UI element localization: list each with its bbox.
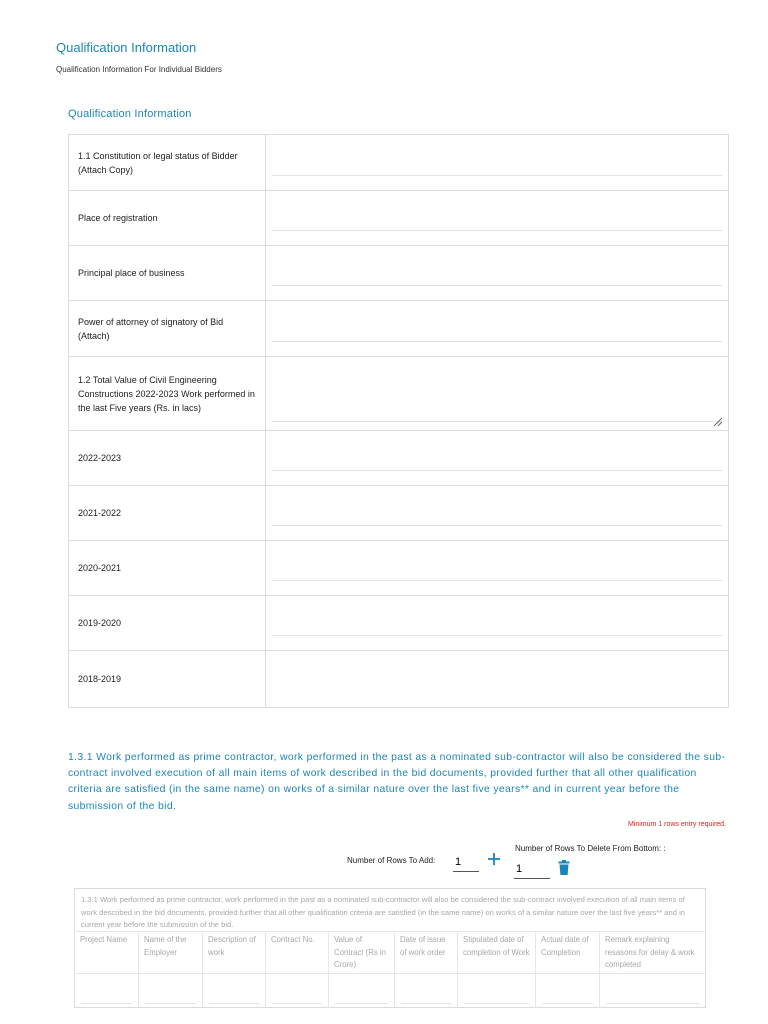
year-2020-2021-field[interactable] <box>266 541 728 595</box>
plus-icon <box>487 852 501 866</box>
remark-input[interactable] <box>600 974 705 1008</box>
resize-handle-icon[interactable] <box>713 417 723 427</box>
delete-rows-button[interactable] <box>558 860 570 876</box>
contract-no-input[interactable] <box>266 974 329 1008</box>
year-2019-2020-field[interactable] <box>266 596 728 650</box>
actual-date-input[interactable] <box>536 974 600 1008</box>
year-2021-2022-field[interactable] <box>266 486 728 540</box>
row-label: Principal place of business <box>69 246 266 300</box>
row-label: 1.1 Constitution or legal status of Bidder (Attach Copy) <box>69 135 266 190</box>
qualification-row <box>69 431 728 486</box>
add-rows-button[interactable] <box>486 850 502 868</box>
row-label: 1.2 Total Value of Civil Engineering Constructions 2022-2023 Work performed in the last Five years (Rs. in lacs) <box>69 357 266 430</box>
column-header: Value of Contract (Rs in Crore) <box>329 932 395 974</box>
table-row <box>75 973 705 1008</box>
qualification-row <box>69 596 728 651</box>
row-label: 2018-2019 <box>69 651 266 707</box>
minimum-rows-warning: Minimum 1 rows entry required. <box>627 821 726 828</box>
column-header: Name of the Employer <box>139 932 203 974</box>
stipulated-date-input[interactable] <box>458 974 536 1008</box>
row-label: Place of registration <box>69 191 266 245</box>
section-title: Qualification Information <box>68 108 192 120</box>
total-value-textarea[interactable] <box>266 357 728 430</box>
year-2018-2019-field[interactable] <box>266 651 728 707</box>
column-header: Date of issue of work order <box>395 932 458 974</box>
principal-place-field[interactable] <box>266 246 728 300</box>
row-label: Power of attorney of signatory of Bid (Attach) <box>69 301 266 356</box>
work-table-header <box>75 931 705 974</box>
work-order-date-input[interactable] <box>395 974 458 1008</box>
column-header: Project Name <box>75 932 139 974</box>
prime-contractor-description: 1.3.1 Work performed as prime contractor, work performed in the past as a nominated sub-contractor will also be considered the sub-contract involved execution of all main items of work described in the bid documents, provided further that all other qualification criteria are satisfied (in the same name) on works of a similar nature over the last five years** and in current year before the submission of the bid. <box>68 752 726 812</box>
rows-to-delete-label: Number of Rows To Delete From Bottom: : <box>515 844 666 853</box>
contract-value-input[interactable] <box>329 974 395 1008</box>
rows-to-delete-input[interactable] <box>514 859 550 879</box>
column-header: Stipulated date of completion of Work <box>458 932 536 974</box>
column-header: Actual date of Completion <box>536 932 600 974</box>
page-title: Qualification Information <box>56 40 197 55</box>
column-header: Remark explaining resasons for delay & work completed <box>605 935 695 969</box>
rows-to-add-input[interactable] <box>453 852 479 872</box>
qualification-table <box>68 134 729 708</box>
qualification-row <box>69 135 728 191</box>
row-label: 2021-2022 <box>69 486 266 540</box>
trash-icon <box>558 860 570 876</box>
qualification-row <box>69 357 728 431</box>
work-performed-table <box>74 888 706 1008</box>
qualification-row <box>69 651 728 707</box>
place-of-registration-field[interactable] <box>266 191 728 245</box>
employer-name-input[interactable] <box>139 974 203 1008</box>
work-description-input[interactable] <box>203 974 266 1008</box>
rows-to-add-label: Number of Rows To Add: <box>347 856 436 865</box>
row-label: 2022-2023 <box>69 431 266 485</box>
work-table-caption: 1.3.1 Work performed as prime contractor, work performed in the past as a nominated sub-contractor will also be considered the sub-contract involved execution of all main items of work described in the bid documents, provided further that all other qualification criteria are satisfied (in the same name) on works of a similar nature over the last five years** and in current year before the submission of the bid. <box>81 895 685 929</box>
qualification-row <box>69 301 728 357</box>
qualification-row <box>69 246 728 301</box>
year-2022-2023-field[interactable] <box>266 431 728 485</box>
power-of-attorney-field[interactable] <box>266 301 728 356</box>
legal-status-field[interactable] <box>266 135 728 190</box>
column-header: Description of work <box>203 932 266 974</box>
project-name-input[interactable] <box>75 974 139 1008</box>
column-header: Contract No. <box>266 932 329 974</box>
page-subtitle: Qualification Information For Individual Bidders <box>56 65 222 74</box>
qualification-row <box>69 191 728 246</box>
row-label: 2019-2020 <box>69 596 266 650</box>
qualification-row <box>69 486 728 541</box>
qualification-row <box>69 541 728 596</box>
row-label: 2020-2021 <box>69 541 266 595</box>
